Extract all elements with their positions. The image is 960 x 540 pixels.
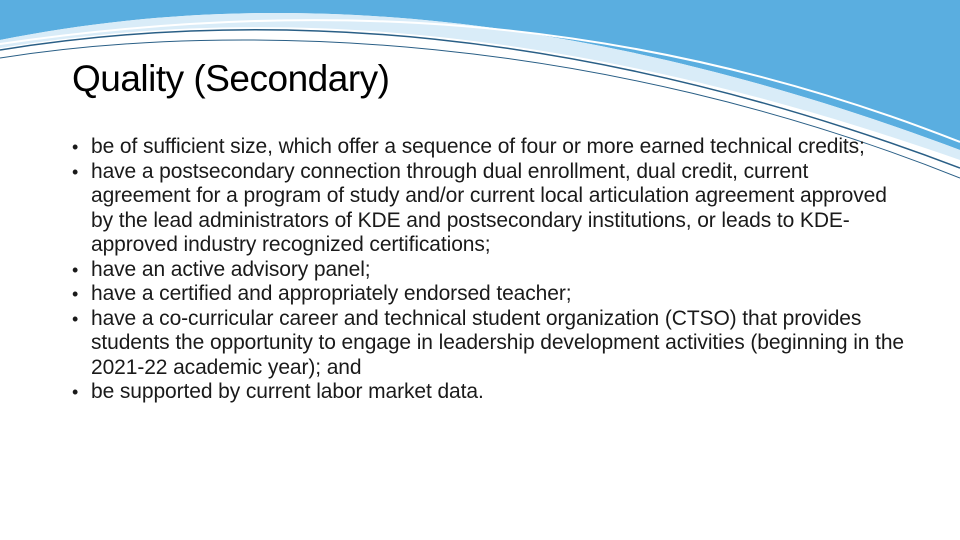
bullet-item [72, 380, 912, 405]
bullet-text: have a postsecondary connection through dual enrollment, dual credit, current agreement for a program of study and/or current local articulation agreement approved by the lead administrators of KDE and postsecondary institutions, or leads to KDE-approved industry recognized certifications; [91, 159, 887, 256]
bullet-list [72, 135, 912, 405]
bullet-text: have a co-curricular career and technical student organization (CTSO) that provides students the opportunity to engage in leadership development activities (beginning in the 2021-22 academic year); and [91, 306, 904, 379]
bullet-item [72, 160, 912, 258]
bullet-text: have an active advisory panel; [91, 257, 371, 281]
bullet-dot: • [72, 137, 79, 157]
bullet-item [72, 307, 912, 381]
bullet-dot: • [72, 308, 79, 329]
bullet-item [72, 135, 912, 160]
bullet-text: have a certified and appropriately endorsed teacher; [91, 282, 572, 305]
bullet-text: be of sufficient size, which offer a sequence of four or more earned technical credits; [91, 135, 865, 158]
bullet-text: be supported by current labor market data. [91, 380, 484, 403]
bullet-item [72, 282, 912, 307]
bullet-dot: • [72, 161, 79, 182]
bullet-dot: • [72, 382, 79, 402]
slide-title: Quality (Secondary) [72, 58, 390, 99]
bullet-dot: • [72, 259, 79, 280]
bullet-item [72, 258, 912, 283]
bullet-dot: • [72, 284, 79, 304]
